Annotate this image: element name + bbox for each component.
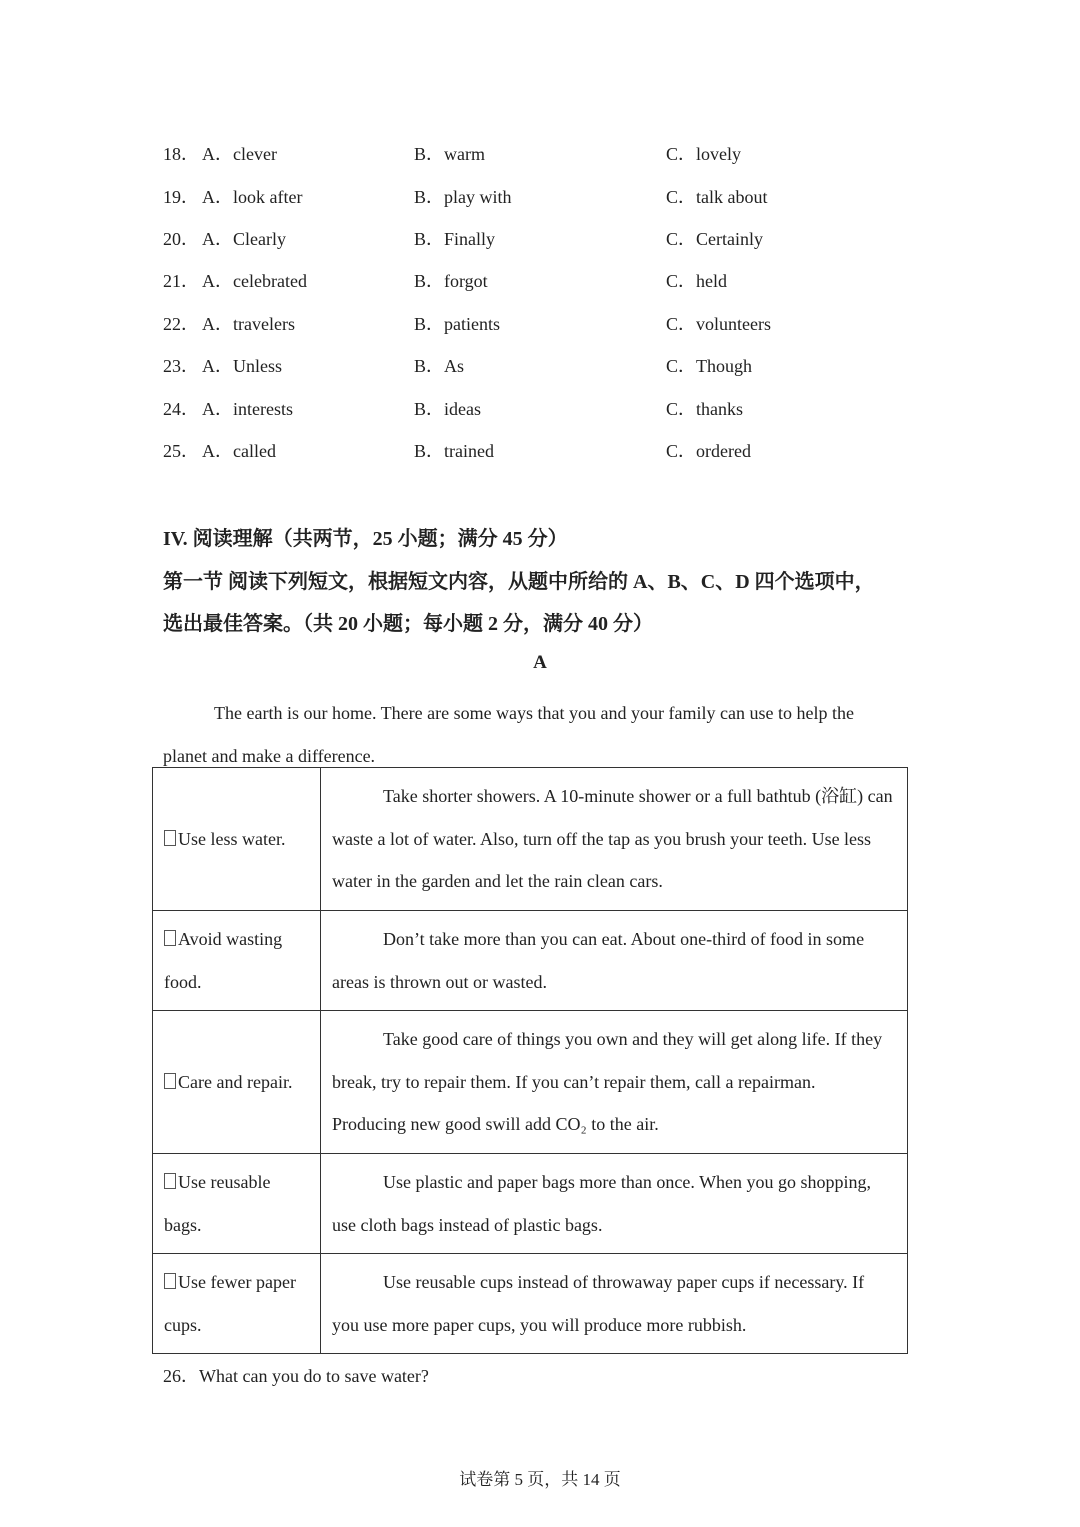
option-b: B．As xyxy=(414,356,465,376)
table-row xyxy=(153,911,908,1011)
option-a: A．celebrated xyxy=(202,271,307,291)
question-26: 26．What can you do to save water? xyxy=(163,1366,429,1386)
option-row xyxy=(0,267,1080,297)
section-heading: IV. 阅读理解（共两节，25 小题；满分 45 分） xyxy=(163,528,568,550)
question-number: 21． xyxy=(163,271,199,291)
option-row xyxy=(0,310,1080,340)
question-number: 23． xyxy=(163,356,199,376)
option-b: B．ideas xyxy=(414,399,481,419)
question-number: 19． xyxy=(163,187,199,207)
question-number: 25． xyxy=(163,441,199,461)
table-row xyxy=(153,768,908,911)
question-number: 22． xyxy=(163,314,199,334)
option-a: A．look after xyxy=(202,187,303,207)
option-row xyxy=(0,140,1080,170)
tip-label-cell xyxy=(153,1154,321,1254)
tip-label: Use reusable bags. xyxy=(164,1172,271,1235)
tip-label-cell xyxy=(153,1011,321,1154)
option-b: B．forgot xyxy=(414,271,488,291)
tip-label-cell xyxy=(153,1254,321,1354)
option-c: C．thanks xyxy=(666,399,744,419)
option-c: C．Though xyxy=(666,356,753,376)
option-c: C．Certainly xyxy=(666,229,763,249)
section-instruction: 选出最佳答案。（共 20 小题；每小题 2 分，满分 40 分） xyxy=(163,613,653,635)
tip-text-cell xyxy=(321,1254,908,1354)
tips-table xyxy=(152,767,908,1354)
option-b: B．Finally xyxy=(414,229,496,249)
section-instruction: 第一节 阅读下列短文，根据短文内容，从题中所给的 A、B、C、D 四个选项中， xyxy=(163,571,875,593)
option-c: C．lovely xyxy=(666,144,741,164)
option-c: C．talk about xyxy=(666,187,768,207)
option-row xyxy=(0,225,1080,255)
option-a: A．called xyxy=(202,441,276,461)
tip-text: Use plastic and paper bags more than once. When you go shopping, use cloth bags instead of plastic bags. xyxy=(332,1172,872,1235)
tip-label: Use less water. xyxy=(178,828,286,849)
tip-label: Use fewer paper cups. xyxy=(164,1272,296,1335)
checkbox-icon xyxy=(164,1173,176,1189)
tip-text: Take shorter showers. A 10-minute shower or a full bathtub (浴缸) can waste a lot of water. Also, turn off the tap as you brush your teeth. Use less water in the garden and let the rain clean cars. xyxy=(332,786,893,892)
checkbox-icon xyxy=(164,1073,176,1089)
tip-text: Use reusable cups instead of throwaway paper cups if necessary. If you use more paper cups, you will produce more rubbish. xyxy=(332,1272,865,1335)
tip-label: Care and repair. xyxy=(178,1071,293,1092)
option-row xyxy=(0,352,1080,382)
option-c: C．ordered xyxy=(666,441,751,461)
option-a: A．Unless xyxy=(202,356,282,376)
tip-label-cell xyxy=(153,768,321,911)
option-b: B．warm xyxy=(414,144,485,164)
tip-text: Don’t take more than you can eat. About one-third of food in some areas is thrown out or wasted. xyxy=(332,929,865,992)
tip-text-cell xyxy=(321,768,908,911)
tip-text: Take good care of things you own and they will get along life. If they break, try to repair them. If you can’t repair them, call a repairman. Producing new good swill add CO₂ to the air. xyxy=(332,1029,883,1135)
tip-text-cell xyxy=(321,1154,908,1254)
option-a: A．interests xyxy=(202,399,293,419)
tip-label-cell xyxy=(153,911,321,1011)
tip-text-cell xyxy=(321,1011,908,1154)
option-row xyxy=(0,183,1080,213)
page-footer: 试卷第 5 页，共 14 页 xyxy=(459,1470,621,1489)
option-a: A．travelers xyxy=(202,314,295,334)
passage-title: A xyxy=(533,652,547,673)
tip-text-cell xyxy=(321,911,908,1011)
option-b: B．patients xyxy=(414,314,500,334)
table-row xyxy=(153,1154,908,1254)
option-c: C．volunteers xyxy=(666,314,771,334)
option-b: B．play with xyxy=(414,187,512,207)
option-c: C．held xyxy=(666,271,727,291)
option-a: A．Clearly xyxy=(202,229,286,249)
option-row xyxy=(0,437,1080,467)
checkbox-icon xyxy=(164,1273,176,1289)
table-row xyxy=(153,1254,908,1354)
table-row xyxy=(153,1011,908,1154)
question-number: 18． xyxy=(163,144,199,164)
passage-intro: The earth is our home. There are some ways that you and your family can use to help the planet and make a difference. xyxy=(163,703,854,766)
question-number: 20． xyxy=(163,229,199,249)
option-b: B．trained xyxy=(414,441,494,461)
option-a: A．clever xyxy=(202,144,277,164)
question-number: 24． xyxy=(163,399,199,419)
tip-label: Avoid wasting food. xyxy=(164,929,283,992)
checkbox-icon xyxy=(164,930,176,946)
option-row xyxy=(0,395,1080,425)
checkbox-icon xyxy=(164,830,176,846)
